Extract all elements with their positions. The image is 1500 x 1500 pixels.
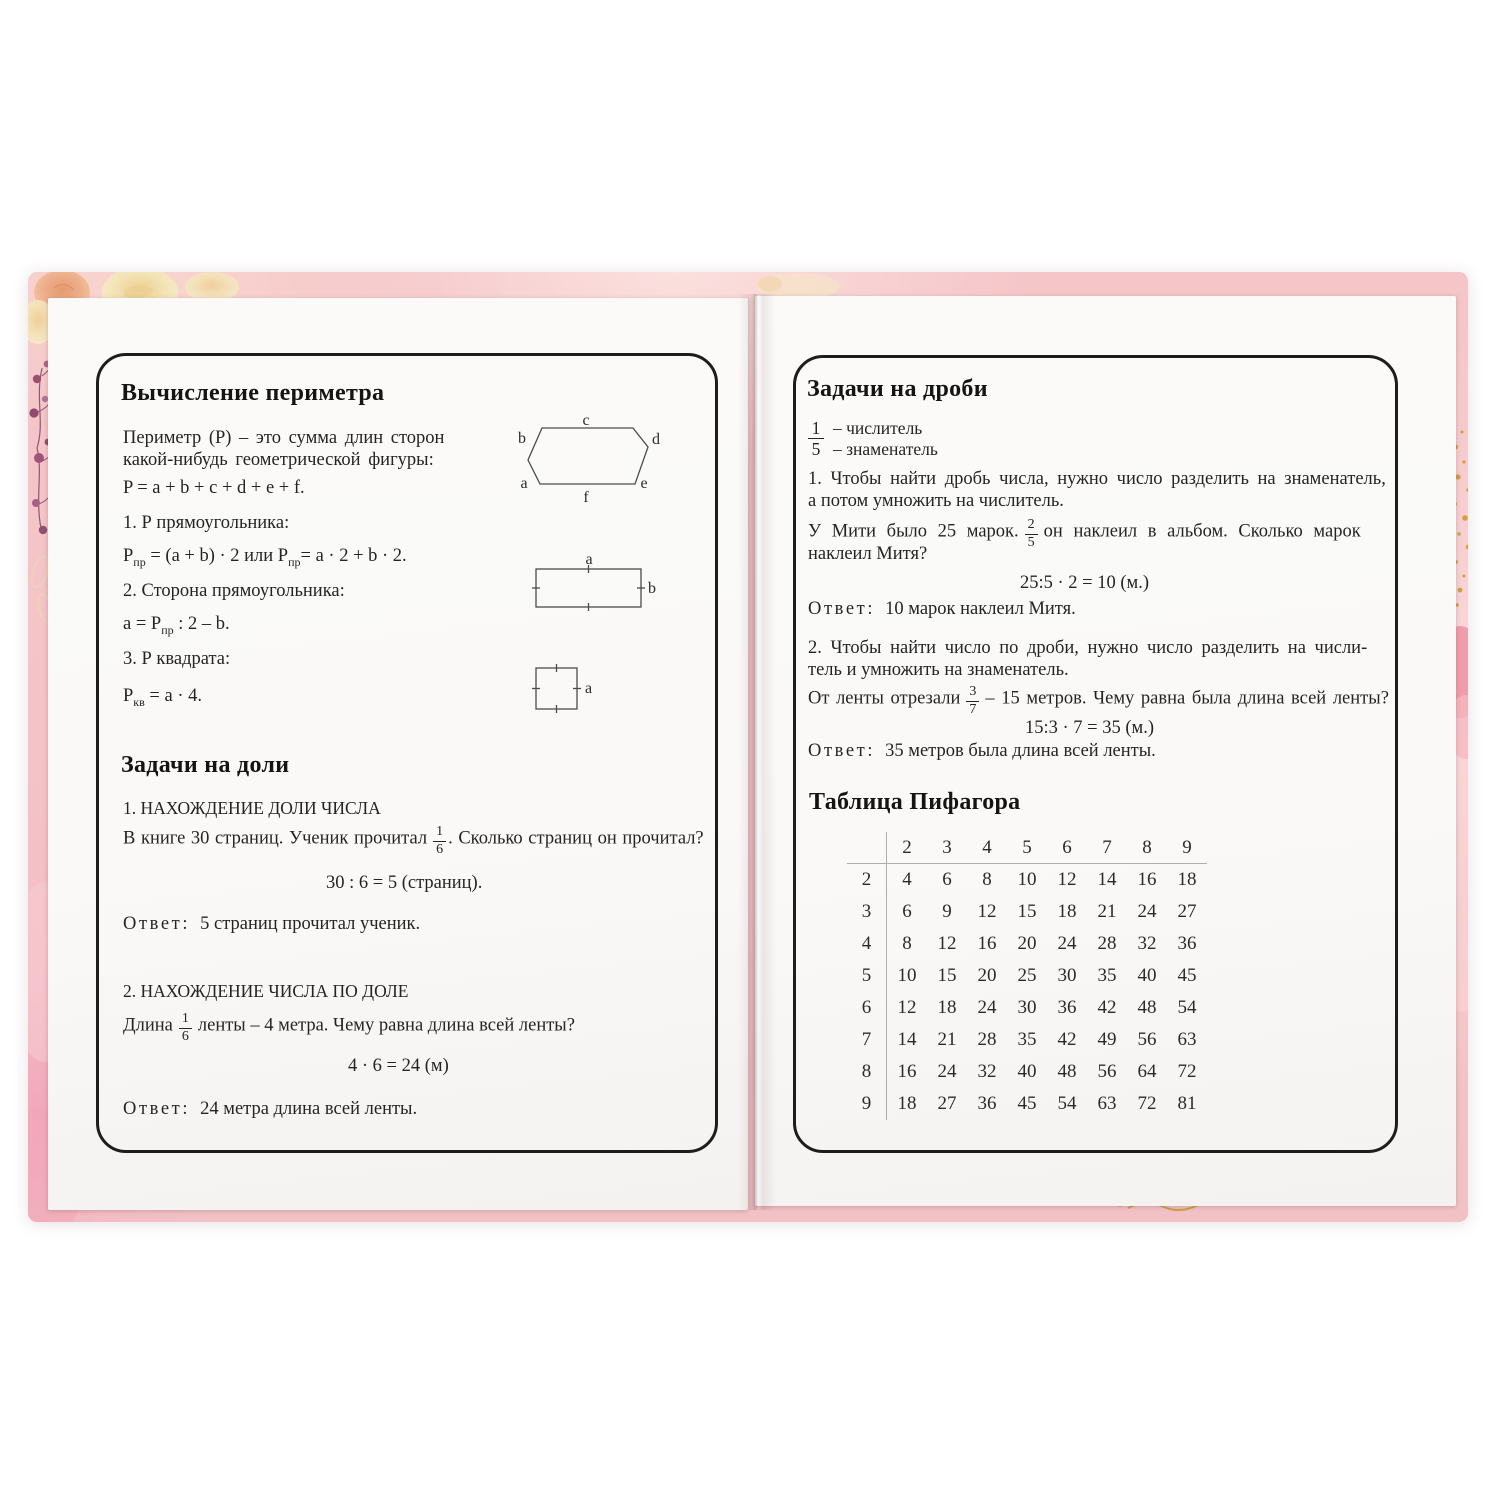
table-cell: 45: [1017, 1093, 1037, 1114]
table-col-header: 4: [967, 832, 1007, 864]
answer-label: Ответ:: [123, 914, 191, 934]
fraction-denominator: 5: [1027, 534, 1035, 550]
fraction-numerator: 2: [1025, 518, 1038, 535]
table-cell: 14: [897, 1029, 917, 1050]
formula-part: = a · 2 + b · 2.: [300, 546, 407, 566]
table-col-header: 9: [1167, 832, 1207, 864]
legend-numerator-label: – числитель: [833, 418, 923, 438]
table-cell: 63: [1097, 1093, 1117, 1114]
table-cell: 56: [1097, 1061, 1117, 1082]
shares-case2-answer: [123, 1098, 417, 1120]
table-cell: 54: [1057, 1093, 1077, 1114]
table-cell: 28: [977, 1029, 997, 1050]
table-cell: 24: [937, 1061, 957, 1082]
fractions-problem2: [808, 685, 1389, 717]
table-cell: 16: [897, 1061, 917, 1082]
table-cell: 54: [1177, 997, 1197, 1018]
table-cell: 72: [1137, 1093, 1157, 1114]
fraction-denominator: 6: [436, 841, 444, 857]
perimeter-intro: [123, 427, 444, 471]
formula-part: : 2 – b.: [173, 614, 230, 634]
fractions-solution2: 15:3 · 7 = 35 (м.): [1025, 718, 1155, 738]
table-row-header: 2: [847, 864, 887, 896]
answer-text: 10 марок наклеил Митя.: [885, 599, 1076, 619]
fraction-numerator: 1: [433, 825, 446, 842]
table-cell: 6: [942, 869, 952, 890]
table-cell: 14: [1097, 869, 1117, 890]
table-cell: 12: [937, 933, 957, 954]
table-cell: 27: [1177, 901, 1197, 922]
table-cell: 21: [937, 1029, 957, 1050]
fraction-legend: [808, 418, 938, 459]
table-cell: 6: [902, 901, 912, 922]
problem-text: У Мити было 25 марок.: [808, 521, 1019, 542]
formula-subscript: пр: [288, 555, 301, 569]
square-label-a: a: [585, 680, 593, 697]
formula-subscript: пр: [161, 623, 174, 637]
fractions-solution1: 25:5 · 2 = 10 (м.): [1020, 573, 1150, 593]
table-cell: 35: [1017, 1029, 1037, 1050]
fractions-title: Задачи на дроби: [807, 376, 988, 402]
table-cell: 64: [1137, 1061, 1157, 1082]
table-row-header: 6: [847, 992, 887, 1024]
pythagoras-table: [847, 832, 1207, 1120]
fraction-numerator: 1: [179, 1012, 192, 1029]
fractions-answer1: [808, 598, 1076, 620]
table-cell: 32: [977, 1061, 997, 1082]
fraction-denominator: 6: [181, 1028, 189, 1044]
fraction-denominator: 7: [969, 701, 977, 717]
table-cell: 12: [1057, 869, 1077, 890]
answer-text: 35 метров была длина всей ленты.: [885, 741, 1156, 761]
fraction-three-sevenths: [966, 685, 979, 717]
formula-subscript: пр: [133, 555, 146, 569]
fraction-rule1-line1: 1. Чтобы найти дробь числа, нужно число разделить на знаменатель,: [808, 469, 1386, 489]
table-col-header: 2: [887, 832, 927, 864]
table-cell: 81: [1177, 1093, 1197, 1114]
table-cell: 16: [1137, 869, 1157, 890]
hexagon-label-d: d: [652, 431, 660, 448]
hexagon-label-c: c: [582, 412, 590, 429]
table-cell: 36: [1177, 933, 1197, 954]
square-perimeter-formula: [123, 685, 202, 707]
table-cell: 20: [1017, 933, 1037, 954]
problem-text: Длина: [123, 1015, 173, 1036]
table-cell: 21: [1097, 901, 1117, 922]
table-row-header: 4: [847, 928, 887, 960]
table-cell: 30: [1017, 997, 1037, 1018]
table-cell: 8: [982, 869, 992, 890]
table-cell: 40: [1017, 1061, 1037, 1082]
formula-part: a = P: [123, 614, 162, 634]
formula-part: = (a + b) · 2 или P: [145, 546, 289, 566]
table-row-header: 7: [847, 1024, 887, 1056]
table-row-header: 5: [847, 960, 887, 992]
fraction-rule2-line2: тель и умножить на знаменатель.: [808, 660, 1069, 680]
table-row-header: 3: [847, 896, 887, 928]
table-cell: 24: [1057, 933, 1077, 954]
problem-text: ленты – 4 метра. Чему равна длина всей ленты?: [197, 1015, 575, 1036]
hexagon-label-b: b: [518, 430, 526, 447]
table-cell: 20: [977, 965, 997, 986]
problem-text: – 15 метров. Чему равна была длина всей ленты?: [985, 688, 1389, 709]
table-cell: 18: [897, 1093, 917, 1114]
table-col-header: 5: [1007, 832, 1047, 864]
rectangle-side-formula: [123, 613, 230, 635]
table-cell: 9: [942, 901, 952, 922]
shares-case2-solution: 4 · 6 = 24 (м): [348, 1056, 449, 1076]
table-cell: 24: [1137, 901, 1157, 922]
shares-case1-answer: [123, 913, 420, 935]
table-cell: 12: [897, 997, 917, 1018]
square-figure: [529, 660, 601, 718]
table-cell: 49: [1097, 1029, 1117, 1050]
answer-text: 24 метра длина всей ленты.: [200, 1099, 418, 1119]
perimeter-intro-line2: какой-нибудь геометрической фигуры:: [123, 450, 434, 470]
answer-label: Ответ:: [808, 599, 876, 619]
perimeter-sum-formula: P = a + b + c + d + e + f.: [123, 478, 305, 498]
table-cell: 48: [1137, 997, 1157, 1018]
table-cell: 42: [1097, 997, 1117, 1018]
table-cell: 28: [1097, 933, 1117, 954]
table-cell: 72: [1177, 1061, 1197, 1082]
formula-part: = a · 4.: [144, 686, 202, 706]
perimeter-item3: 3. Р квадрата:: [123, 649, 231, 669]
table-cell: 24: [977, 997, 997, 1018]
shares-case2-problem: [123, 1012, 575, 1044]
shares-case1-title: 1. НАХОЖДЕНИЕ ДОЛИ ЧИСЛА: [123, 798, 381, 818]
formula-subscript: кв: [133, 695, 145, 709]
answer-label: Ответ:: [808, 741, 876, 761]
table-cell: 35: [1097, 965, 1117, 986]
table-cell: 18: [1177, 869, 1197, 890]
perimeter-intro-line1: Периметр (Р) – это сумма длин сторон: [123, 428, 445, 448]
pythagoras-title: Таблица Пифагора: [809, 789, 1021, 815]
legend-numerator-row: [808, 418, 938, 439]
table-row-header: 8: [847, 1056, 887, 1088]
table-cell: 15: [937, 965, 957, 986]
table-cell: 8: [902, 933, 912, 954]
table-cell: 48: [1057, 1061, 1077, 1082]
legend-numerator: 1: [808, 418, 824, 439]
table-corner: [847, 832, 887, 864]
hexagon-label-a: a: [520, 475, 528, 492]
shares-title: Задачи на доли: [121, 752, 290, 778]
table-cell: 10: [897, 965, 917, 986]
rectangle-label-b: b: [648, 580, 656, 597]
hexagon-figure: [516, 410, 666, 505]
table-cell: 12: [977, 901, 997, 922]
fractions-problem1-line2: наклеил Митя?: [808, 544, 928, 564]
perimeter-title: Вычисление периметра: [121, 380, 385, 406]
table-cell: 18: [1057, 901, 1077, 922]
table-cell: 32: [1137, 933, 1157, 954]
fraction-rule2-line1: 2. Чтобы найти число по дроби, нужно число разделить на числи-: [808, 638, 1368, 658]
hexagon-label-f: f: [583, 489, 589, 505]
table-cell: 42: [1057, 1029, 1077, 1050]
table-col-header: 8: [1127, 832, 1167, 864]
table-cell: 45: [1177, 965, 1197, 986]
legend-denominator: 5: [811, 439, 821, 459]
right-page: [755, 296, 1456, 1206]
hexagon-label-e: e: [640, 475, 648, 492]
table-col-header: 3: [927, 832, 967, 864]
fraction-numerator: 3: [966, 685, 979, 702]
shares-case1-problem: [123, 825, 704, 857]
legend-denominator-label: – знаменатель: [833, 439, 938, 459]
answer-label: Ответ:: [123, 1099, 191, 1119]
legend-denominator-row: [808, 439, 938, 459]
book-spine-gutter: [738, 294, 776, 1210]
problem-text: он наклеил в альбом. Сколько марок: [1043, 521, 1361, 542]
table-cell: 30: [1057, 965, 1077, 986]
table-cell: 56: [1137, 1029, 1157, 1050]
table-cell: 18: [937, 997, 957, 1018]
formula-part: P: [123, 686, 134, 706]
left-page: [48, 298, 748, 1210]
fraction-rule1-line2: а потом умножить на числитель.: [808, 491, 1064, 511]
table-row-header: 9: [847, 1088, 887, 1120]
table-cell: 40: [1137, 965, 1157, 986]
notebook-cover: [28, 272, 1468, 1222]
table-cell: 15: [1017, 901, 1037, 922]
table-cell: 4: [902, 869, 912, 890]
rectangle-perimeter-formula: [123, 545, 407, 567]
problem-text: В книге 30 страниц. Ученик прочитал: [123, 828, 428, 849]
fraction-one-sixth: [433, 825, 446, 857]
table-cell: 16: [977, 933, 997, 954]
formula-part: P: [123, 546, 134, 566]
table-cell: 10: [1017, 869, 1037, 890]
fraction-two-fifths: [1025, 518, 1038, 550]
rectangle-label-a: a: [585, 552, 593, 568]
table-cell: 27: [937, 1093, 957, 1114]
answer-text: 5 страниц прочитал ученик.: [200, 914, 421, 934]
table-col-header: 7: [1087, 832, 1127, 864]
table-col-header: 6: [1047, 832, 1087, 864]
shares-case2-title: 2. НАХОЖДЕНИЕ ЧИСЛА ПО ДОЛЕ: [123, 981, 409, 1001]
fraction-one-sixth: [179, 1012, 192, 1044]
table-cell: 25: [1017, 965, 1037, 986]
fractions-answer2: [808, 740, 1156, 762]
table-cell: 63: [1177, 1029, 1197, 1050]
problem-text: . Сколько страниц он прочитал?: [448, 828, 704, 849]
table-cell: 36: [1057, 997, 1077, 1018]
table-cell: 36: [977, 1093, 997, 1114]
shares-case1-solution: 30 : 6 = 5 (страниц).: [326, 873, 483, 893]
problem-text: От ленты отрезали: [808, 688, 961, 709]
perimeter-item1: 1. Р прямоугольника:: [123, 513, 290, 533]
perimeter-item2: 2. Сторона прямоугольника:: [123, 581, 345, 601]
rectangle-figure: [529, 552, 661, 615]
